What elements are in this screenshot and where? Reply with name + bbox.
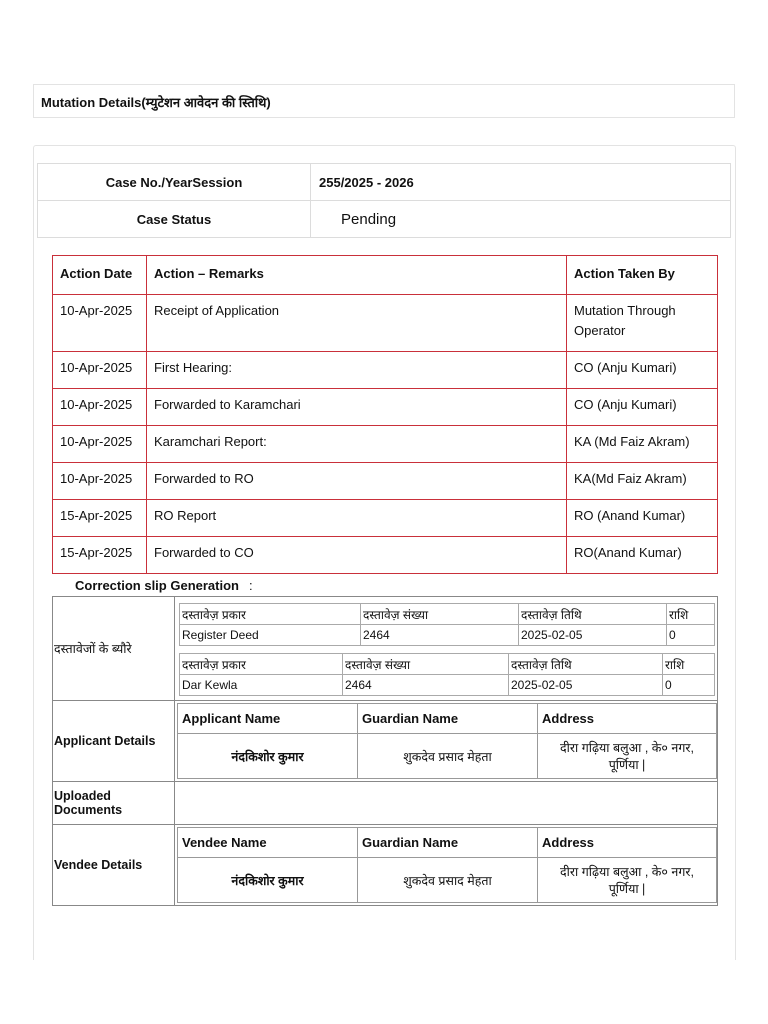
vendee-header-row <box>178 828 717 858</box>
page-title: Mutation Details(म्युटेशन आवेदन की स्तिथि) <box>41 95 271 110</box>
action-by: KA (Md Faiz Akram) <box>567 426 718 463</box>
action-by: CO (Anju Kumari) <box>567 352 718 389</box>
table-row <box>53 537 718 574</box>
case-no-label: Case No./YearSession <box>38 164 311 201</box>
table-row <box>53 389 718 426</box>
action-date: 10-Apr-2025 <box>53 352 147 389</box>
action-by: CO (Anju Kumari) <box>567 389 718 426</box>
applicant-name-header: Applicant Name <box>178 704 358 734</box>
applicant-guardian-header: Guardian Name <box>358 704 538 734</box>
vendee-details-label: Vendee Details <box>53 825 175 906</box>
applicant-address-header: Address <box>538 704 717 734</box>
doc-amount: 0 <box>663 675 715 696</box>
action-remarks: RO Report <box>147 500 567 537</box>
uploaded-documents-row <box>53 782 718 825</box>
table-row <box>53 500 718 537</box>
doc-type-header: दस्तावेज़ प्रकार <box>180 604 361 625</box>
doc-type-header: दस्तावेज़ प्रकार <box>180 654 343 675</box>
uploaded-documents-cell <box>175 782 718 825</box>
applicant-row <box>53 701 718 782</box>
applicant-name: नंदकिशोर कुमार <box>178 734 358 779</box>
vendee-guardian-header: Guardian Name <box>358 828 538 858</box>
case-no-row <box>38 164 731 201</box>
doc-number: 2464 <box>361 625 519 646</box>
table-row <box>53 295 718 352</box>
action-history-table <box>52 255 718 574</box>
vendee-address-header: Address <box>538 828 717 858</box>
vendee-cell <box>175 825 718 906</box>
documents-cell <box>175 597 718 701</box>
correction-slip-table <box>52 596 718 906</box>
correction-slip-text: Correction slip Generation <box>75 578 239 593</box>
document-table-1 <box>179 603 715 646</box>
documents-row <box>53 597 718 701</box>
action-remarks: Forwarded to CO <box>147 537 567 574</box>
action-by: Mutation Through Operator <box>567 295 718 352</box>
action-header-row <box>53 256 718 295</box>
action-date: 10-Apr-2025 <box>53 426 147 463</box>
doc-header-row <box>180 604 715 625</box>
vendee-name: नंदकिशोर कुमार <box>178 858 358 903</box>
applicant-guardian: शुकदेव प्रसाद मेहता <box>358 734 538 779</box>
doc-row <box>180 675 715 696</box>
doc-type: Dar Kewla <box>180 675 343 696</box>
action-remarks: Karamchari Report: <box>147 426 567 463</box>
doc-number-header: दस्तावेज़ संख्या <box>343 654 509 675</box>
doc-amount-header: राशि <box>663 654 715 675</box>
action-remarks: Receipt of Application <box>147 295 567 352</box>
action-remarks: Forwarded to RO <box>147 463 567 500</box>
doc-row <box>180 625 715 646</box>
action-by-header: Action Taken By <box>567 256 718 295</box>
doc-date-header: दस्तावेज़ तिथि <box>509 654 663 675</box>
documents-label: दस्तावेजों के ब्यौरे <box>53 597 175 701</box>
table-row <box>53 352 718 389</box>
action-remarks: First Hearing: <box>147 352 567 389</box>
action-date: 10-Apr-2025 <box>53 389 147 426</box>
vendee-name-header: Vendee Name <box>178 828 358 858</box>
vendee-data-row <box>178 858 717 903</box>
action-by: RO (Anand Kumar) <box>567 500 718 537</box>
uploaded-documents-label: Uploaded Documents <box>53 782 175 825</box>
action-remarks-header: Action – Remarks <box>147 256 567 295</box>
applicant-table <box>177 703 717 779</box>
action-date: 15-Apr-2025 <box>53 537 147 574</box>
applicant-header-row <box>178 704 717 734</box>
action-date: 15-Apr-2025 <box>53 500 147 537</box>
case-no-value: 255/2025 - 2026 <box>311 164 731 201</box>
doc-header-row <box>180 654 715 675</box>
doc-amount: 0 <box>667 625 715 646</box>
doc-amount-header: राशि <box>667 604 715 625</box>
vendee-table <box>177 827 717 903</box>
case-info-table <box>37 163 731 238</box>
applicant-details-label: Applicant Details <box>53 701 175 782</box>
correction-slip-label <box>75 578 253 593</box>
action-by: KA(Md Faiz Akram) <box>567 463 718 500</box>
doc-number: 2464 <box>343 675 509 696</box>
case-status-label: Case Status <box>38 201 311 238</box>
action-date-header: Action Date <box>53 256 147 295</box>
action-date: 10-Apr-2025 <box>53 463 147 500</box>
action-remarks: Forwarded to Karamchari <box>147 389 567 426</box>
applicant-address: दीरा गढ़िया बलुआ , के० नगर, पूर्णिया | <box>538 734 717 779</box>
doc-date: 2025-02-05 <box>519 625 667 646</box>
case-status-row <box>38 201 731 238</box>
correction-slip-colon: : <box>248 578 253 593</box>
action-date: 10-Apr-2025 <box>53 295 147 352</box>
table-row <box>53 426 718 463</box>
vendee-row <box>53 825 718 906</box>
vendee-guardian: शुकदेव प्रसाद मेहता <box>358 858 538 903</box>
doc-number-header: दस्तावेज़ संख्या <box>361 604 519 625</box>
table-row <box>53 463 718 500</box>
case-status-value: Pending <box>311 201 731 238</box>
doc-date: 2025-02-05 <box>509 675 663 696</box>
doc-type: Register Deed <box>180 625 361 646</box>
applicant-data-row <box>178 734 717 779</box>
doc-date-header: दस्तावेज़ तिथि <box>519 604 667 625</box>
applicant-cell <box>175 701 718 782</box>
mutation-details-header <box>33 84 735 118</box>
action-by: RO(Anand Kumar) <box>567 537 718 574</box>
vendee-address: दीरा गढ़िया बलुआ , के० नगर, पूर्णिया | <box>538 858 717 903</box>
document-table-2 <box>179 653 715 696</box>
